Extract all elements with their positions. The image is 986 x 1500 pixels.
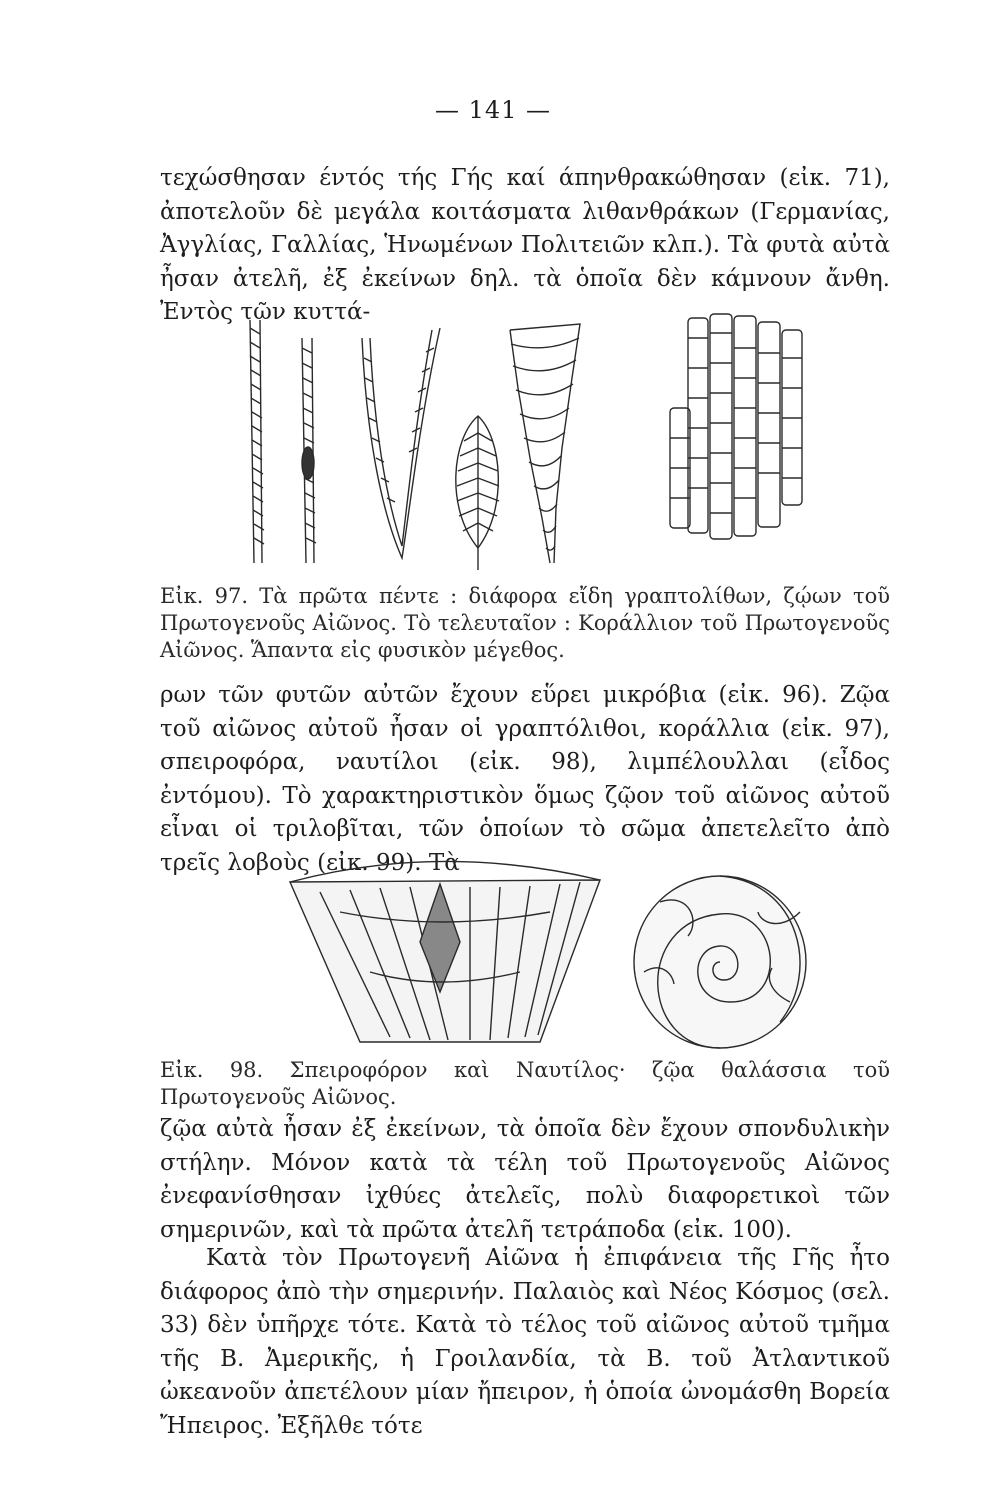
figure-97-illustration	[240, 308, 820, 578]
paragraph-1: τεχώσθησαν έντός τής Γής καί άπηνθρακώθησαν (εἰκ. 71), ἀποτελοῦν δὲ μεγάλα κοιτάσματα λιθανθράκων (Γερμανίας, Ἀγγλίας, Γαλλίας, Ἡνωμένων Πολιτειῶν κλπ.). Τὰ φυτὰ αὐτὰ ἦσαν ἀτελῆ, ἐξ ἐκείνων δηλ. τὰ ὁποῖα δὲν κάμνουν ἄνθη. Ἐντὸς τῶν κυττά-	[160, 165, 890, 325]
spirifer-shell	[290, 861, 600, 1042]
nautilus-shell	[634, 876, 806, 1048]
graptolite-5	[510, 324, 580, 563]
paragraph-2: ρων τῶν φυτῶν αὐτῶν ἔχουν εὕρει μικρόβια (εἰκ. 96). Ζῷα τοῦ αἰῶνος αὐτοῦ ἦσαν οἱ γραπτόλιθοι, κοράλλια (εἰκ. 97), σπειροφόρα, ναυτίλοι (εἰκ. 98), λιμπέλουλλαι (εἶδος ἐντόμου). Τὸ χαρακτηριστικὸν ὅμως ζῷον τοῦ αἰῶνος αὐτοῦ εἶναι οἱ τριλοβῖται, τῶν ὁποίων τὸ σῶμα ἀπετελεῖτο ἀπὸ τρεῖς λοβοὺς (εἰκ. 99). Τὰ	[160, 682, 890, 876]
graptolite-4	[456, 416, 499, 570]
graptolite-1	[250, 320, 264, 563]
figure-98-illustration	[280, 852, 920, 1052]
page-number: — 141 —	[434, 96, 552, 124]
figure-97-caption: Εἰκ. 97. Τὰ πρῶτα πέντε : διάφορα εἴδη γραπτολίθων, ζῴων τοῦ Πρωτογενοῦς Αἰῶνος. Τὸ τελευταῖον : Κοράλλιον τοῦ Πρωτογενοῦς Αἰῶνος. Ἅπαντα εἰς φυσικὸν μέγεθος.	[160, 584, 890, 662]
coral-colony	[670, 314, 802, 539]
paragraph-4: Κατὰ τὸν Πρωτογενῆ Αἰῶνα ἡ ἐπιφάνεια τῆς Γῆς ἦτο διάφορος ἀπὸ τὴν σημερινήν. Παλαιὸς καὶ Νέος Κόσμος (σελ. 33) δὲν ὑπῆρχε τότε. Κατὰ τὸ τέλος τοῦ αἰῶνος αὐτοῦ τμῆμα τῆς Β. Ἀμερικῆς, ἡ Γροιλανδία, τὰ Β. τοῦ Ἀτλαντικοῦ ὠκεανοῦν ἀπετέλουν μίαν ἤπειρον, ἡ ὁποία ὠνομάσθη Βορεία Ἤπειρος. Ἐξῆλθε τότε	[160, 1245, 890, 1439]
graptolite-2	[302, 338, 316, 563]
graptolite-3	[362, 328, 440, 558]
figure-98-caption: Εἰκ. 98. Σπειροφόρον καὶ Ναυτίλος· ζῷα θαλάσσια τοῦ Πρωτογενοῦς Αἰῶνος.	[160, 1058, 890, 1109]
paragraph-3: ζῷα αὐτὰ ἦσαν ἐξ ἐκείνων, τὰ ὁποῖα δὲν ἔχουν σπονδυλικὴν στήλην. Μόνον κατὰ τὰ τέλη τοῦ Πρωτογενοῦς Αἰῶνος ἐνεφανίσθησαν ἰχθύες ἀτελεῖς, πολὺ διαφορετικοὶ τῶν σημερινῶν, καὶ τὰ πρῶτα ἀτελῆ τετράποδα (εἰκ. 100).	[160, 1116, 890, 1243]
